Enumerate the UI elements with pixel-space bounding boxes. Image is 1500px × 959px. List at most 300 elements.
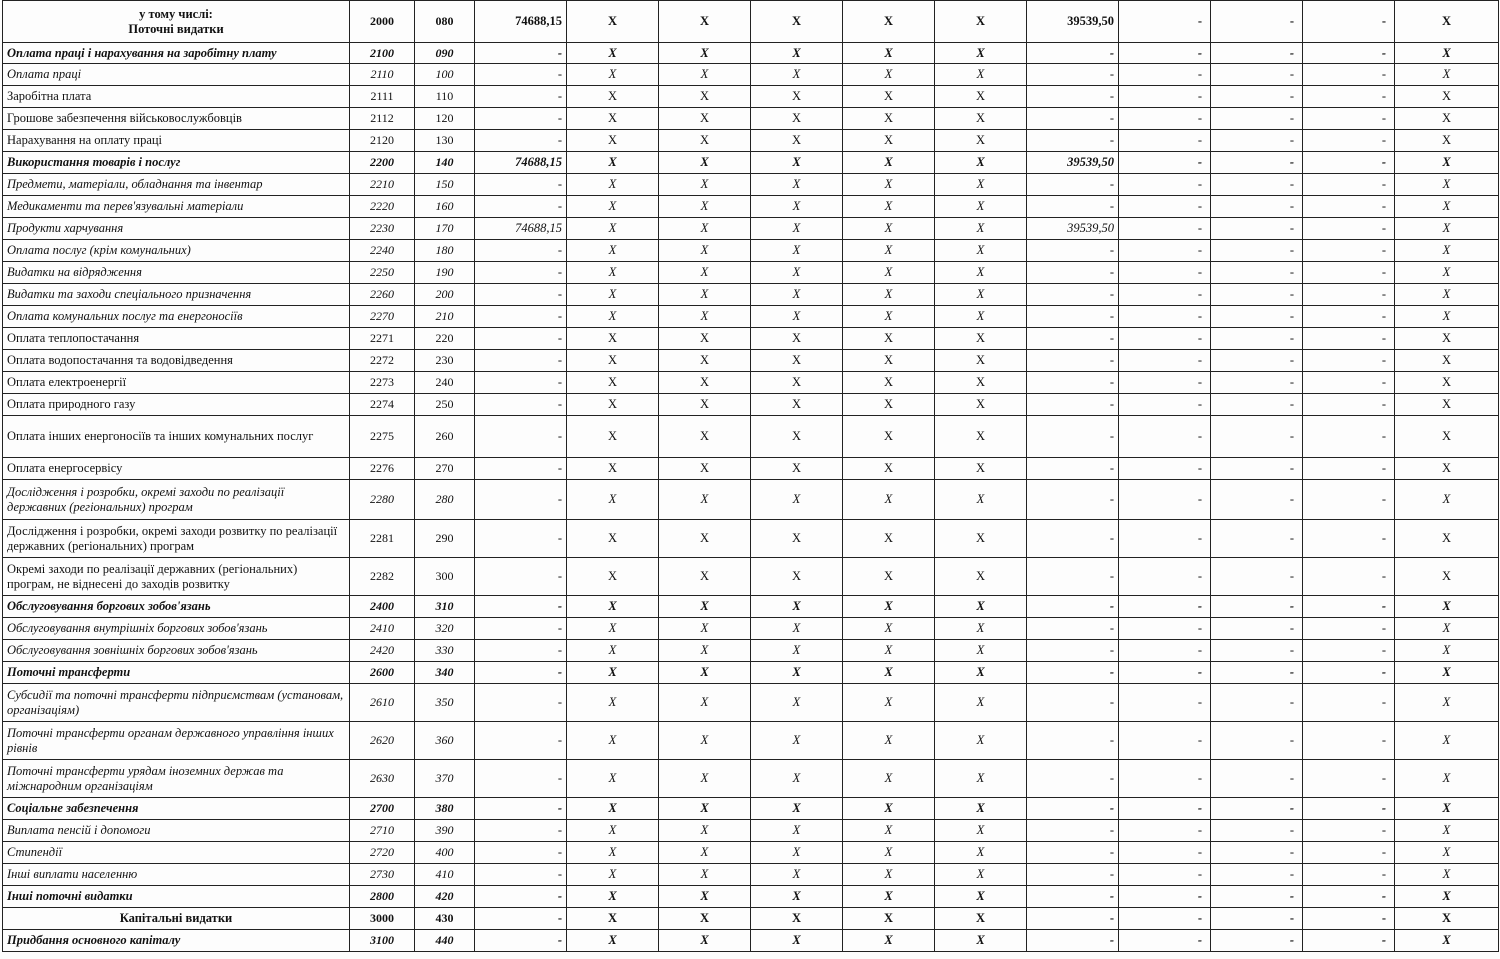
line-number-cell: 360: [415, 722, 475, 760]
dash-cell: -: [1119, 372, 1211, 394]
expenditure-table: [2, 0, 1499, 952]
dash-cell: -: [1119, 64, 1211, 86]
line-number-cell: 340: [415, 662, 475, 684]
row-name-cell: Оплата природного газу: [3, 394, 350, 416]
code-cell: 2275: [350, 416, 415, 458]
dash-cell: -: [1211, 864, 1303, 886]
x-mark-cell: X: [567, 240, 659, 262]
dash-cell: -: [1303, 64, 1395, 86]
dash-cell: -: [1303, 284, 1395, 306]
x-mark-cell: X: [843, 1, 935, 43]
x-mark-cell: X: [1395, 1, 1499, 43]
x-mark-cell: X: [935, 306, 1027, 328]
line-number-cell: 130: [415, 130, 475, 152]
x-mark-cell: X: [567, 64, 659, 86]
code-cell: 2273: [350, 372, 415, 394]
dash-cell: -: [1119, 520, 1211, 558]
dash-cell: -: [1211, 64, 1303, 86]
amount-cell: -: [475, 820, 567, 842]
x-mark-cell: X: [751, 43, 843, 64]
amount-cell: -: [475, 842, 567, 864]
dash-cell: -: [1119, 558, 1211, 596]
x-mark-cell: X: [659, 798, 751, 820]
code-cell: 2250: [350, 262, 415, 284]
x-mark-cell: X: [567, 284, 659, 306]
amount-cell: -: [475, 196, 567, 218]
row-name-cell: Поточні трансферти урядам іноземних держав та міжнародним організаціям: [3, 760, 350, 798]
amount-cell: -: [475, 558, 567, 596]
dash-cell: -: [1211, 196, 1303, 218]
dash-cell: -: [1119, 1, 1211, 43]
dash-cell: -: [1119, 86, 1211, 108]
x-mark-cell: X: [751, 196, 843, 218]
dash-cell: -: [1211, 328, 1303, 350]
table-row: [3, 886, 1499, 908]
row-name-cell: Оплата інших енергоносіїв та інших комунальних послуг: [3, 416, 350, 458]
amount-cell: -: [1027, 864, 1119, 886]
table-row: [3, 284, 1499, 306]
row-name-cell: Придбання основного капіталу: [3, 930, 350, 952]
dash-cell: -: [1119, 908, 1211, 930]
amount-cell: -: [1027, 842, 1119, 864]
x-mark-cell: X: [567, 174, 659, 196]
x-mark-cell: X: [567, 908, 659, 930]
dash-cell: -: [1303, 908, 1395, 930]
x-mark-cell: X: [1395, 306, 1499, 328]
amount-cell: -: [1027, 930, 1119, 952]
amount-cell: -: [475, 64, 567, 86]
amount-cell: -: [1027, 908, 1119, 930]
x-mark-cell: X: [843, 218, 935, 240]
x-mark-cell: X: [751, 152, 843, 174]
x-mark-cell: X: [659, 152, 751, 174]
x-mark-cell: X: [659, 520, 751, 558]
dash-cell: -: [1211, 262, 1303, 284]
code-cell: 2800: [350, 886, 415, 908]
line-number-cell: 090: [415, 43, 475, 64]
code-cell: 2610: [350, 684, 415, 722]
x-mark-cell: X: [1395, 130, 1499, 152]
x-mark-cell: X: [751, 218, 843, 240]
table-row: [3, 684, 1499, 722]
x-mark-cell: X: [935, 640, 1027, 662]
x-mark-cell: X: [843, 684, 935, 722]
x-mark-cell: X: [843, 722, 935, 760]
dash-cell: -: [1303, 130, 1395, 152]
x-mark-cell: X: [659, 662, 751, 684]
x-mark-cell: X: [751, 520, 843, 558]
x-mark-cell: X: [659, 350, 751, 372]
dash-cell: -: [1119, 240, 1211, 262]
x-mark-cell: X: [751, 284, 843, 306]
amount-cell: -: [475, 520, 567, 558]
x-mark-cell: X: [567, 130, 659, 152]
amount-cell: -: [1027, 174, 1119, 196]
amount-cell: -: [1027, 820, 1119, 842]
x-mark-cell: X: [935, 328, 1027, 350]
code-cell: 2200: [350, 152, 415, 174]
x-mark-cell: X: [567, 306, 659, 328]
dash-cell: -: [1303, 684, 1395, 722]
amount-cell: -: [475, 596, 567, 618]
x-mark-cell: X: [567, 760, 659, 798]
dash-cell: -: [1303, 722, 1395, 760]
dash-cell: -: [1119, 864, 1211, 886]
x-mark-cell: X: [1395, 760, 1499, 798]
row-name-cell: Капітальні видатки: [3, 908, 350, 930]
x-mark-cell: X: [751, 908, 843, 930]
line-number-cell: 180: [415, 240, 475, 262]
x-mark-cell: X: [751, 394, 843, 416]
line-number-cell: 430: [415, 908, 475, 930]
dash-cell: -: [1303, 480, 1395, 520]
x-mark-cell: X: [1395, 820, 1499, 842]
x-mark-cell: X: [659, 394, 751, 416]
x-mark-cell: X: [751, 820, 843, 842]
line-number-cell: 080: [415, 1, 475, 43]
x-mark-cell: X: [1395, 328, 1499, 350]
x-mark-cell: X: [935, 1, 1027, 43]
line-number-cell: 100: [415, 64, 475, 86]
line-number-cell: 250: [415, 394, 475, 416]
x-mark-cell: X: [567, 662, 659, 684]
line-number-cell: 120: [415, 108, 475, 130]
amount-cell: -: [1027, 108, 1119, 130]
code-cell: 2410: [350, 618, 415, 640]
line-number-cell: 280: [415, 480, 475, 520]
row-name-cell: Окремі заходи по реалізації державних (регіональних) програм, не віднесені до заходів розвитку: [3, 558, 350, 596]
row-name-cell: Використання товарів і послуг: [3, 152, 350, 174]
amount-cell: -: [1027, 306, 1119, 328]
dash-cell: -: [1211, 130, 1303, 152]
x-mark-cell: X: [1395, 886, 1499, 908]
table-row: [3, 908, 1499, 930]
x-mark-cell: X: [1395, 618, 1499, 640]
x-mark-cell: X: [567, 328, 659, 350]
row-name-cell: Оплата праці і нарахування на заробітну плату: [3, 43, 350, 64]
dash-cell: -: [1119, 684, 1211, 722]
x-mark-cell: X: [659, 372, 751, 394]
amount-cell: -: [1027, 662, 1119, 684]
table-row: [3, 372, 1499, 394]
x-mark-cell: X: [567, 798, 659, 820]
row-name-cell: Субсидії та поточні трансферти підприємствам (установам, організаціям): [3, 684, 350, 722]
table-row: [3, 662, 1499, 684]
x-mark-cell: X: [935, 152, 1027, 174]
x-mark-cell: X: [751, 1, 843, 43]
dash-cell: -: [1303, 416, 1395, 458]
code-cell: 2240: [350, 240, 415, 262]
x-mark-cell: X: [843, 328, 935, 350]
code-cell: 2281: [350, 520, 415, 558]
dash-cell: -: [1119, 798, 1211, 820]
amount-cell: -: [1027, 596, 1119, 618]
x-mark-cell: X: [935, 196, 1027, 218]
code-cell: 3000: [350, 908, 415, 930]
amount-cell: -: [1027, 262, 1119, 284]
dash-cell: -: [1211, 174, 1303, 196]
line-number-cell: 300: [415, 558, 475, 596]
amount-cell: -: [475, 394, 567, 416]
code-cell: 2630: [350, 760, 415, 798]
dash-cell: -: [1303, 760, 1395, 798]
row-name-cell: Обслуговування внутрішніх боргових зобов'язань: [3, 618, 350, 640]
x-mark-cell: X: [751, 306, 843, 328]
row-name-cell: Видатки та заходи спеціального призначення: [3, 284, 350, 306]
dash-cell: -: [1119, 640, 1211, 662]
line-number-cell: 410: [415, 864, 475, 886]
x-mark-cell: X: [567, 108, 659, 130]
dash-cell: -: [1303, 458, 1395, 480]
row-name-cell: Медикаменти та перев'язувальні матеріали: [3, 196, 350, 218]
dash-cell: -: [1303, 394, 1395, 416]
x-mark-cell: X: [843, 842, 935, 864]
x-mark-cell: X: [935, 174, 1027, 196]
code-cell: 2271: [350, 328, 415, 350]
x-mark-cell: X: [567, 262, 659, 284]
dash-cell: -: [1303, 558, 1395, 596]
dash-cell: -: [1211, 618, 1303, 640]
dash-cell: -: [1119, 152, 1211, 174]
x-mark-cell: X: [843, 372, 935, 394]
x-mark-cell: X: [567, 886, 659, 908]
amount-cell: -: [1027, 798, 1119, 820]
x-mark-cell: X: [659, 64, 751, 86]
row-name-cell: Оплата водопостачання та водовідведення: [3, 350, 350, 372]
amount-cell: -: [1027, 394, 1119, 416]
amount-cell: -: [475, 174, 567, 196]
dash-cell: -: [1211, 1, 1303, 43]
dash-cell: -: [1211, 558, 1303, 596]
x-mark-cell: X: [567, 842, 659, 864]
table-row: [3, 152, 1499, 174]
line-number-cell: 310: [415, 596, 475, 618]
amount-cell: -: [475, 458, 567, 480]
x-mark-cell: X: [659, 458, 751, 480]
line-number-cell: 350: [415, 684, 475, 722]
dash-cell: -: [1211, 520, 1303, 558]
table-row: [3, 596, 1499, 618]
x-mark-cell: X: [659, 108, 751, 130]
amount-cell: -: [1027, 372, 1119, 394]
x-mark-cell: X: [659, 86, 751, 108]
row-name-cell: Оплата теплопостачання: [3, 328, 350, 350]
x-mark-cell: X: [1395, 930, 1499, 952]
x-mark-cell: X: [751, 558, 843, 596]
row-name-cell: Інші поточні видатки: [3, 886, 350, 908]
x-mark-cell: X: [935, 760, 1027, 798]
amount-cell: -: [475, 240, 567, 262]
x-mark-cell: X: [567, 558, 659, 596]
x-mark-cell: X: [935, 480, 1027, 520]
x-mark-cell: X: [843, 798, 935, 820]
code-cell: 2710: [350, 820, 415, 842]
dash-cell: -: [1211, 684, 1303, 722]
dash-cell: -: [1119, 596, 1211, 618]
dash-cell: -: [1119, 662, 1211, 684]
x-mark-cell: X: [567, 372, 659, 394]
x-mark-cell: X: [567, 930, 659, 952]
dash-cell: -: [1119, 262, 1211, 284]
line-number-cell: 400: [415, 842, 475, 864]
dash-cell: -: [1211, 760, 1303, 798]
code-cell: 2274: [350, 394, 415, 416]
x-mark-cell: X: [751, 174, 843, 196]
dash-cell: -: [1211, 662, 1303, 684]
x-mark-cell: X: [659, 820, 751, 842]
line-number-cell: 290: [415, 520, 475, 558]
x-mark-cell: X: [1395, 520, 1499, 558]
x-mark-cell: X: [843, 596, 935, 618]
x-mark-cell: X: [567, 350, 659, 372]
x-mark-cell: X: [659, 640, 751, 662]
dash-cell: -: [1119, 328, 1211, 350]
code-cell: 2282: [350, 558, 415, 596]
amount-cell: -: [475, 86, 567, 108]
x-mark-cell: X: [935, 108, 1027, 130]
row-name-cell: у тому числі: Поточні видатки: [3, 1, 350, 43]
x-mark-cell: X: [751, 350, 843, 372]
table-row: [3, 520, 1499, 558]
dash-cell: -: [1119, 618, 1211, 640]
line-number-cell: 390: [415, 820, 475, 842]
dash-cell: -: [1119, 196, 1211, 218]
x-mark-cell: X: [751, 684, 843, 722]
line-number-cell: 420: [415, 886, 475, 908]
row-name-cell: Дослідження і розробки, окремі заходи розвитку по реалізації державних (регіональних) програм: [3, 520, 350, 558]
x-mark-cell: X: [935, 558, 1027, 596]
dash-cell: -: [1211, 350, 1303, 372]
table-row: [3, 458, 1499, 480]
x-mark-cell: X: [751, 798, 843, 820]
code-cell: 2620: [350, 722, 415, 760]
x-mark-cell: X: [935, 842, 1027, 864]
x-mark-cell: X: [1395, 218, 1499, 240]
row-name-cell: Продукти харчування: [3, 218, 350, 240]
dash-cell: -: [1211, 218, 1303, 240]
amount-cell: -: [475, 798, 567, 820]
amount-cell: -: [1027, 350, 1119, 372]
dash-cell: -: [1119, 930, 1211, 952]
dash-cell: -: [1119, 820, 1211, 842]
dash-cell: -: [1119, 394, 1211, 416]
x-mark-cell: X: [751, 130, 843, 152]
dash-cell: -: [1119, 130, 1211, 152]
x-mark-cell: X: [843, 43, 935, 64]
dash-cell: -: [1119, 458, 1211, 480]
amount-cell: -: [1027, 558, 1119, 596]
code-cell: 2000: [350, 1, 415, 43]
line-number-cell: 240: [415, 372, 475, 394]
table-row: [3, 864, 1499, 886]
x-mark-cell: X: [1395, 596, 1499, 618]
row-name-cell: Обслуговування зовнішніх боргових зобов'язань: [3, 640, 350, 662]
x-mark-cell: X: [751, 372, 843, 394]
dash-cell: -: [1303, 820, 1395, 842]
dash-cell: -: [1119, 480, 1211, 520]
x-mark-cell: X: [751, 722, 843, 760]
x-mark-cell: X: [1395, 394, 1499, 416]
x-mark-cell: X: [659, 864, 751, 886]
amount-cell: -: [1027, 640, 1119, 662]
amount-cell: -: [1027, 722, 1119, 760]
code-cell: 2111: [350, 86, 415, 108]
table-row: [3, 86, 1499, 108]
x-mark-cell: X: [659, 328, 751, 350]
line-number-cell: 200: [415, 284, 475, 306]
x-mark-cell: X: [843, 886, 935, 908]
x-mark-cell: X: [659, 596, 751, 618]
x-mark-cell: X: [935, 64, 1027, 86]
dash-cell: -: [1119, 722, 1211, 760]
table-row: [3, 760, 1499, 798]
x-mark-cell: X: [1395, 43, 1499, 64]
x-mark-cell: X: [1395, 416, 1499, 458]
row-name-cell: Поточні трансферти органам державного управління інших рівнів: [3, 722, 350, 760]
x-mark-cell: X: [659, 43, 751, 64]
x-mark-cell: X: [567, 618, 659, 640]
amount-cell: -: [475, 306, 567, 328]
x-mark-cell: X: [659, 174, 751, 196]
x-mark-cell: X: [843, 640, 935, 662]
line-number-cell: 380: [415, 798, 475, 820]
x-mark-cell: X: [751, 86, 843, 108]
dash-cell: -: [1303, 930, 1395, 952]
amount-cell: 39539,50: [1027, 218, 1119, 240]
x-mark-cell: X: [1395, 798, 1499, 820]
amount-cell: -: [1027, 760, 1119, 798]
x-mark-cell: X: [659, 684, 751, 722]
dash-cell: -: [1211, 798, 1303, 820]
x-mark-cell: X: [935, 798, 1027, 820]
x-mark-cell: X: [843, 416, 935, 458]
x-mark-cell: X: [659, 262, 751, 284]
table-row: [3, 640, 1499, 662]
code-cell: 2600: [350, 662, 415, 684]
x-mark-cell: X: [751, 416, 843, 458]
x-mark-cell: X: [843, 306, 935, 328]
amount-cell: -: [475, 480, 567, 520]
line-number-cell: 170: [415, 218, 475, 240]
dash-cell: -: [1303, 618, 1395, 640]
dash-cell: -: [1211, 458, 1303, 480]
amount-cell: -: [1027, 458, 1119, 480]
x-mark-cell: X: [935, 218, 1027, 240]
x-mark-cell: X: [567, 196, 659, 218]
x-mark-cell: X: [1395, 372, 1499, 394]
x-mark-cell: X: [659, 284, 751, 306]
table-row: [3, 722, 1499, 760]
x-mark-cell: X: [659, 930, 751, 952]
x-mark-cell: X: [935, 372, 1027, 394]
x-mark-cell: X: [1395, 262, 1499, 284]
x-mark-cell: X: [659, 218, 751, 240]
row-name-cell: Соціальне забезпечення: [3, 798, 350, 820]
x-mark-cell: X: [1395, 722, 1499, 760]
table-row: [3, 196, 1499, 218]
x-mark-cell: X: [751, 760, 843, 798]
dash-cell: -: [1119, 306, 1211, 328]
x-mark-cell: X: [1395, 684, 1499, 722]
x-mark-cell: X: [1395, 662, 1499, 684]
code-cell: 2210: [350, 174, 415, 196]
amount-cell: -: [475, 350, 567, 372]
x-mark-cell: X: [935, 130, 1027, 152]
amount-cell: -: [475, 886, 567, 908]
dash-cell: -: [1119, 842, 1211, 864]
amount-cell: -: [1027, 240, 1119, 262]
x-mark-cell: X: [1395, 480, 1499, 520]
